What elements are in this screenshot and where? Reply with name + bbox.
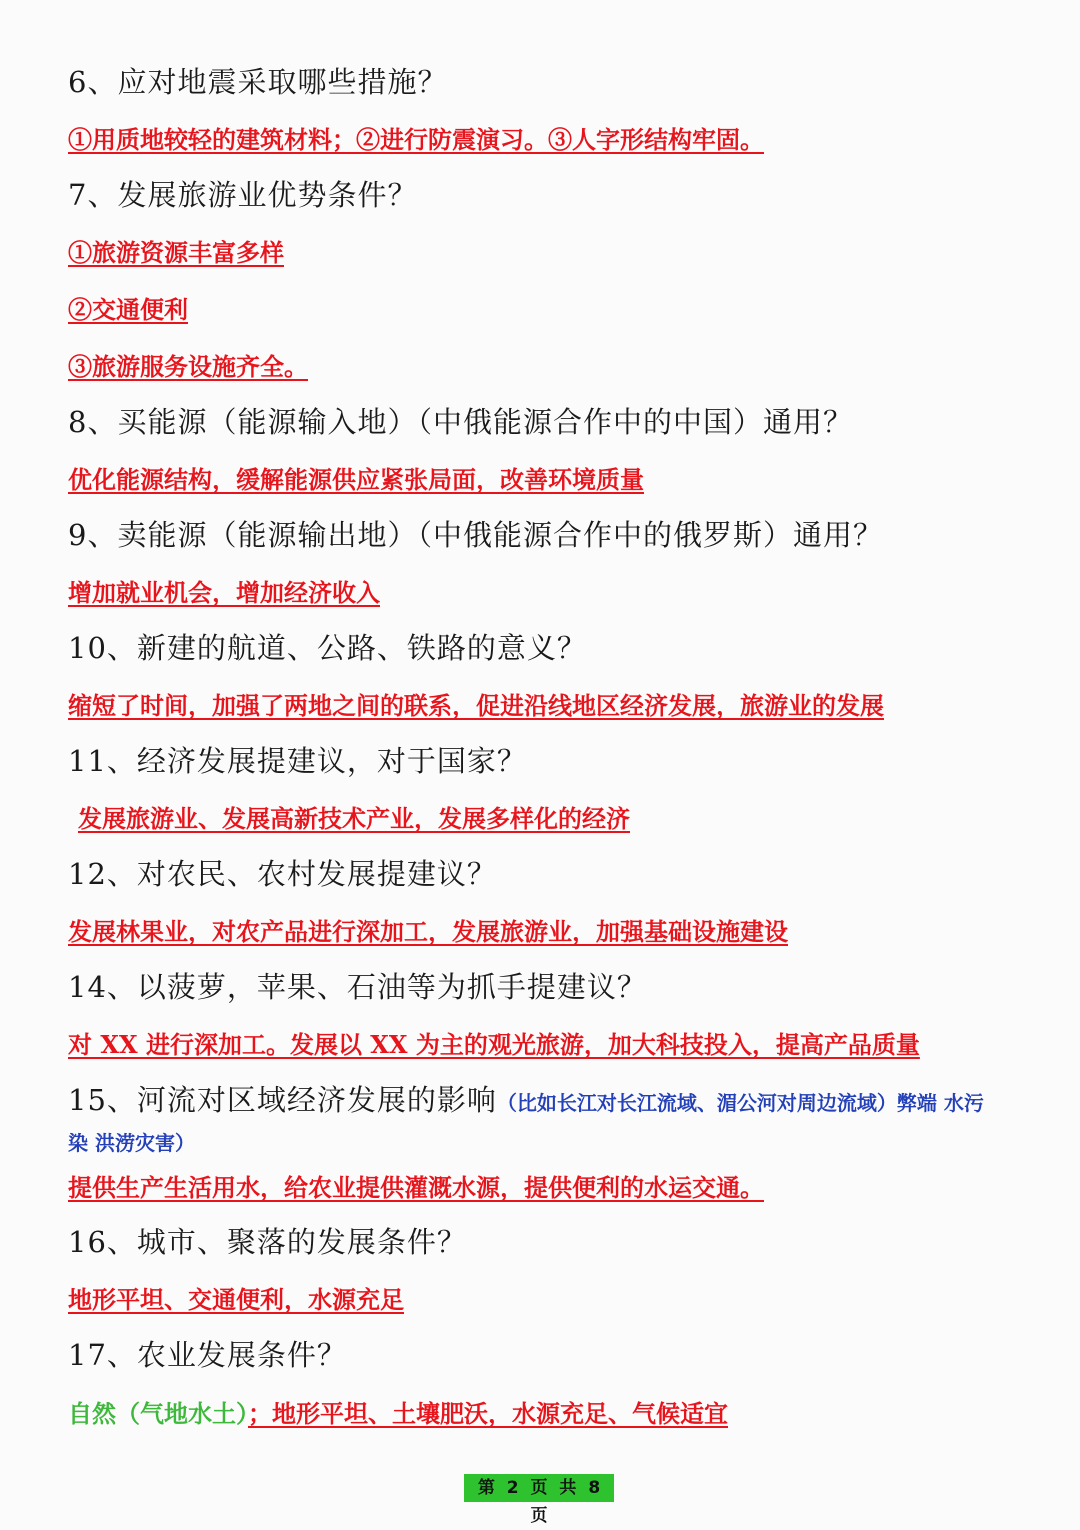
- answer-17-line: [68, 1394, 728, 1429]
- question-8: 8、买能源（能源输入地）（中俄能源合作中的中国）通用？: [68, 405, 853, 439]
- answer-16: 地形平坦、交通便利，水源充足: [68, 1285, 404, 1314]
- answer-7-3: ③旅游服务设施齐全。: [68, 352, 308, 381]
- question-17: 17、农业发展条件？: [68, 1338, 347, 1372]
- question-15: 15、河流对区域经济发展的影响: [68, 1083, 497, 1117]
- answer-7-2: ②交通便利: [68, 295, 188, 324]
- answer-11: 发展旅游业、发展高新技术产业，发展多样化的经济: [78, 804, 630, 833]
- question-16: 16、城市、聚落的发展条件？: [68, 1225, 467, 1259]
- question-7: 7、发展旅游业优势条件？: [68, 178, 418, 212]
- answer-10: 缩短了时间，加强了两地之间的联系，促进沿线地区经济发展，旅游业的发展: [68, 691, 884, 720]
- question-12: 12、对农民、农村发展提建议？: [68, 857, 497, 891]
- answer-17: ；地形平坦、土壤肥沃，水源充足、气候适宜: [248, 1399, 728, 1428]
- answer-7-1: ①旅游资源丰富多样: [68, 238, 284, 267]
- question-15-note: （比如长江对长江流域、湄公河对周边流域）弊端 水污: [496, 1091, 984, 1115]
- answer-14: 对 XX 进行深加工。发展以 XX 为主的观光旅游，加大科技投入，提高产品质量: [68, 1030, 920, 1059]
- answer-9: 增加就业机会，增加经济收入: [68, 578, 380, 607]
- question-9: 9、卖能源（能源输出地）（中俄能源合作中的俄罗斯）通用？: [68, 518, 883, 552]
- answer-8: 优化能源结构，缓解能源供应紧张局面，改善环境质量: [68, 465, 644, 494]
- question-15-note-cont: 染 洪涝灾害）: [68, 1131, 195, 1155]
- question-11: 11、经济发展提建议，对于国家？: [68, 744, 527, 778]
- question-6: 6、应对地震采取哪些措施？: [68, 65, 448, 99]
- answer-17-category: 自然（气地水土）: [68, 1399, 248, 1428]
- page-number-footer: 第 2 页 共 8 页: [464, 1474, 614, 1502]
- answer-15: 提供生产生活用水，给农业提供灌溉水源，提供便利的水运交通。: [68, 1173, 764, 1202]
- question-10: 10、新建的航道、公路、铁路的意义？: [68, 631, 587, 665]
- answer-12: 发展林果业，对农产品进行深加工，发展旅游业，加强基础设施建设: [68, 917, 788, 946]
- answer-6: ①用质地较轻的建筑材料；②进行防震演习。③人字形结构牢固。: [68, 125, 764, 154]
- question-14: 14、以菠萝，苹果、石油等为抓手提建议？: [68, 970, 647, 1004]
- question-15-line: [68, 1078, 984, 1119]
